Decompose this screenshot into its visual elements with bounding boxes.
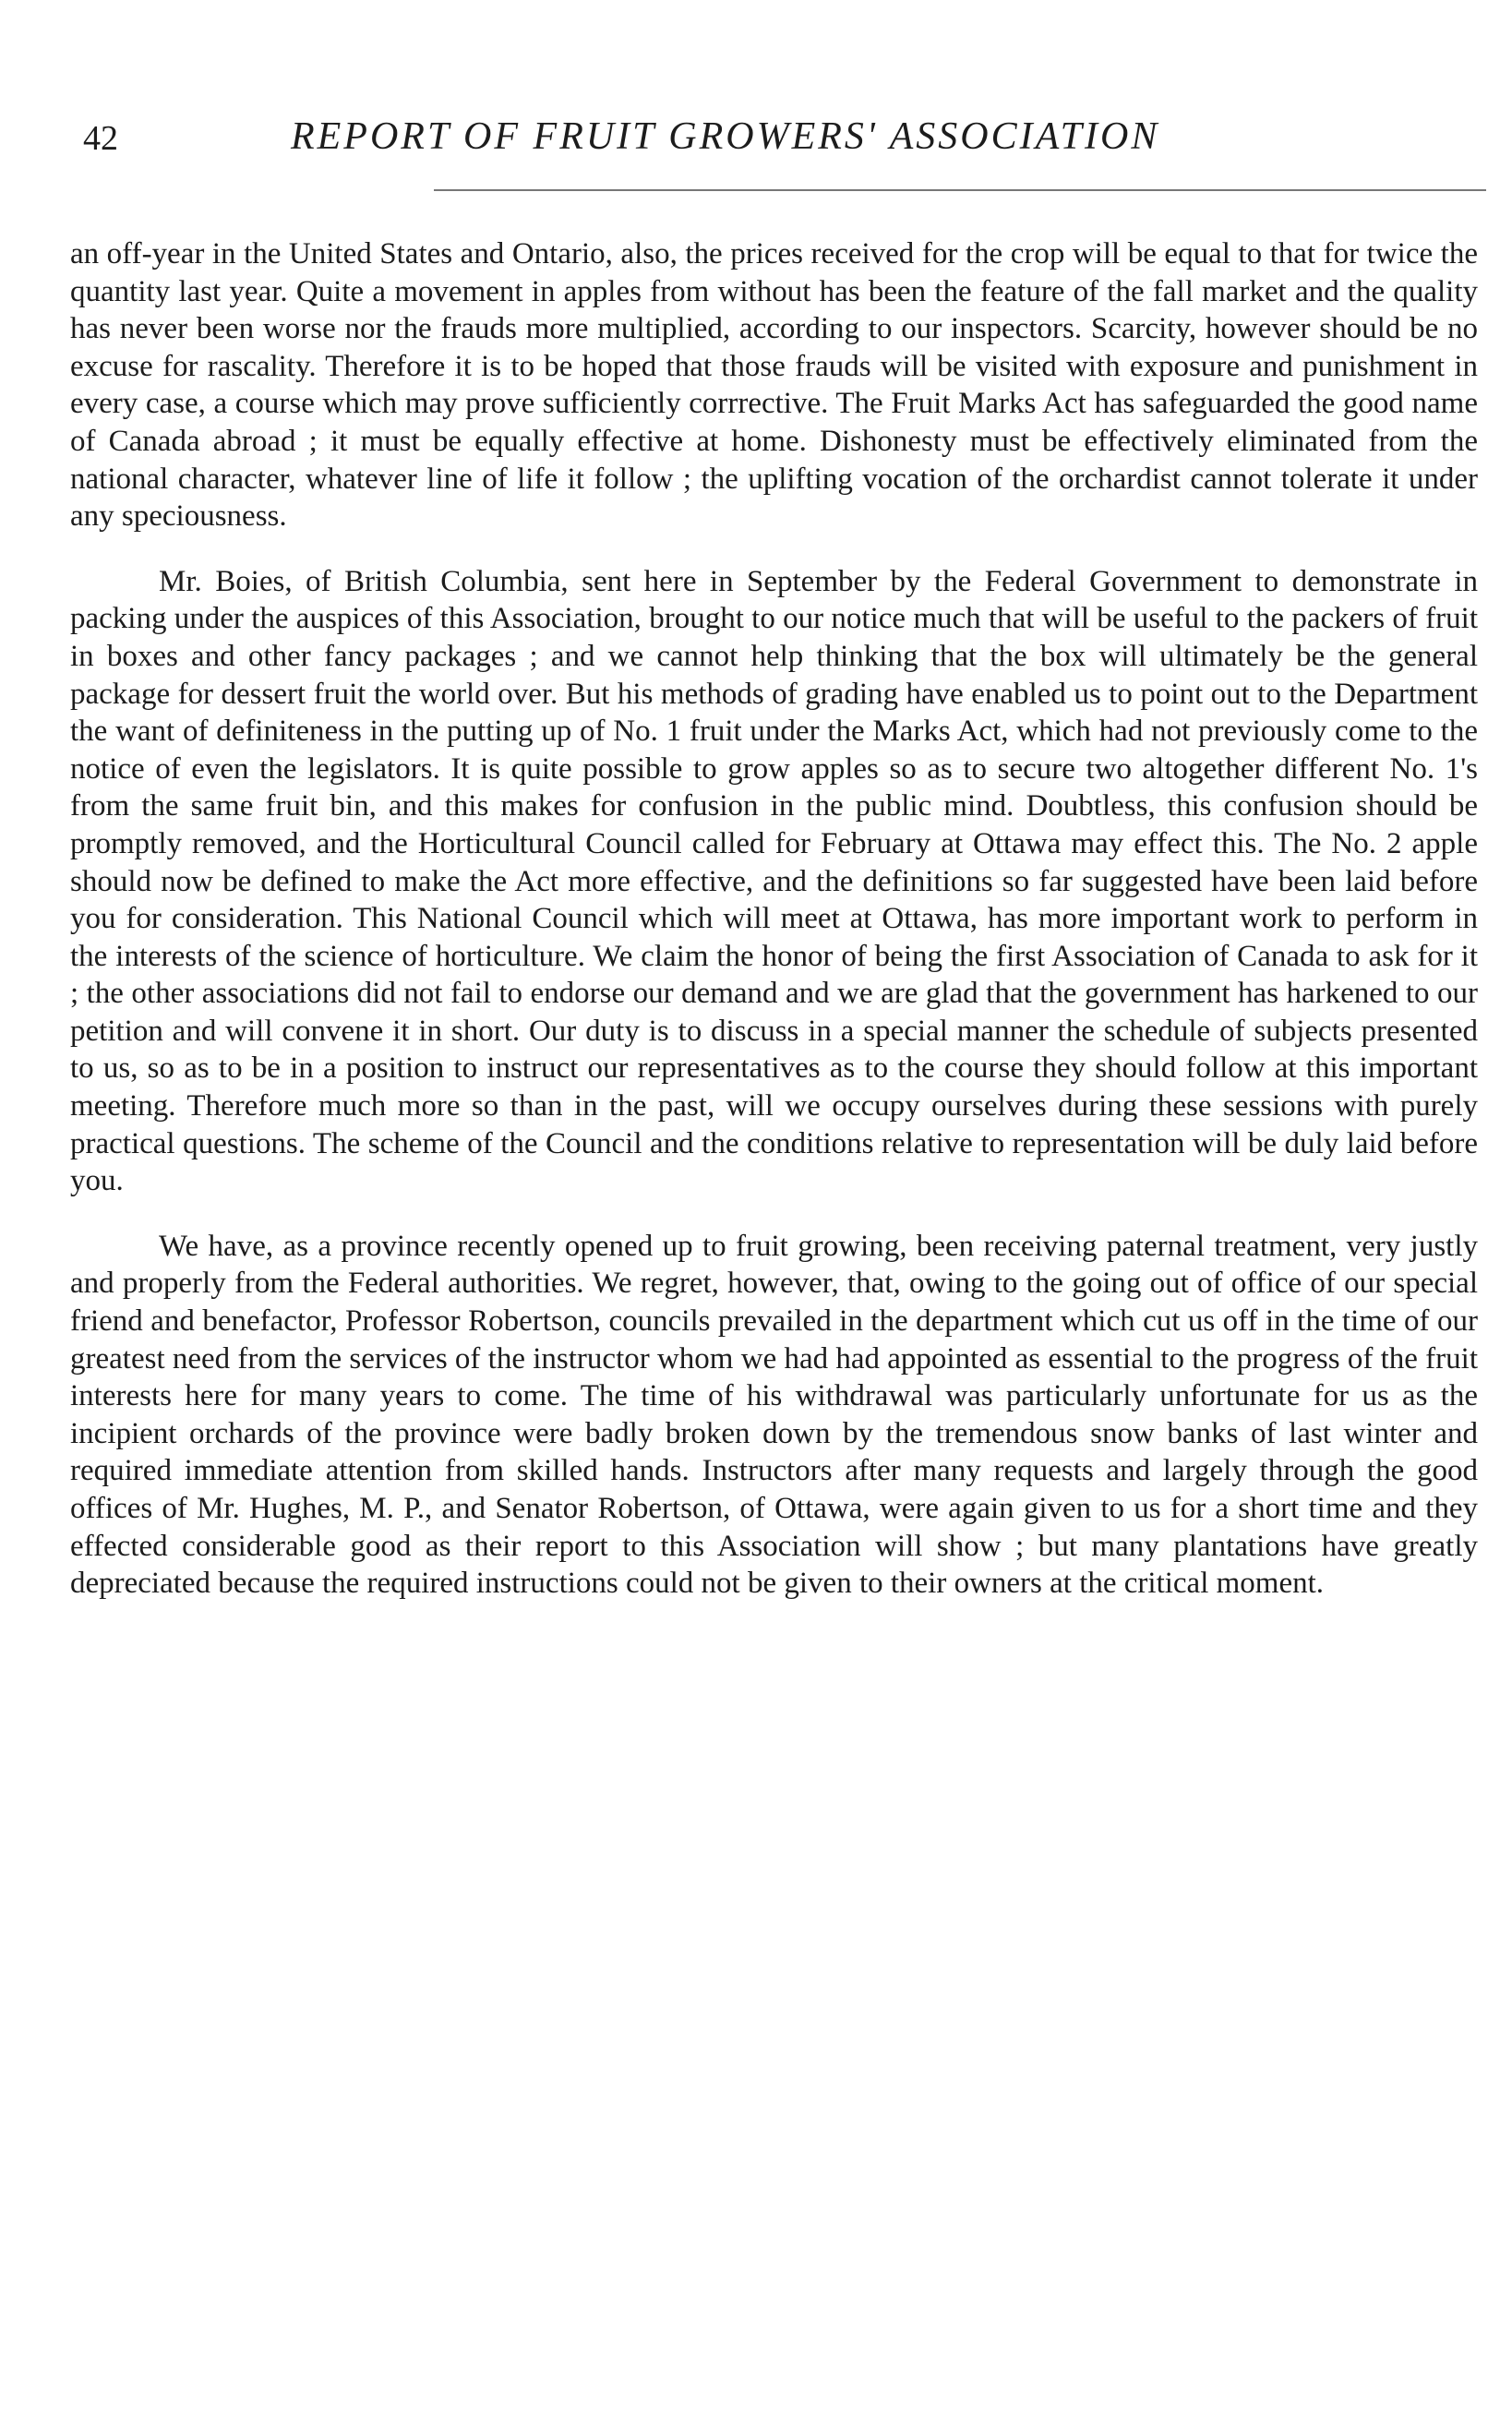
header-rule — [434, 189, 1486, 191]
paragraph-3: We have, as a province recently opened up to fruit growing, been receiving paternal treatment, very justly and properly from the Federal authorities. We regret, however, that, owing to the going out of office of our special friend and benefactor, Professor Robertson, councils prevailed in the department which cut us off in the time of our greatest need from the services of the instructor whom we had had appointed as essential to the progress of the fruit interests here for many years to come. The time of his withdrawal was particularly unfortunate for us as the incipient orchards of the province were badly broken down by the tremendous snow banks of last winter and required immediate attention from skilled hands. Instructors after many requests and largely through the good offices of Mr. Hughes, M. P., and Senator Robertson, of Ottawa, were again given to us for a short time and they effected considerable good as their report to this Association will show ; but many plantations have greatly depreciated because the required instructions could not be given to their owners at the critical moment. — [70, 1229, 1478, 1601]
body-text — [70, 235, 1478, 1603]
page-header — [83, 109, 1486, 164]
paragraph-2: Mr. Boies, of British Columbia, sent here in September by the Federal Government to demonstrate in packing under the auspices of this Association, brought to our notice much that will be useful to the packers of fruit in boxes and other fancy packages ; and we cannot help thinking that the box will ultimately be the general package for dessert fruit the world over. But his methods of grading have enabled us to point out to the Department the want of definiteness in the putting up of No. 1 fruit under the Marks Act, which had not previously come to the notice of even the legislators. It is quite possible to grow apples so as to secure two altogether different No. 1's from the same fruit bin, and this makes for confusion in the public mind. Doubtless, this confusion should be promptly removed, and the Horticultural Council called for February at Ottawa may effect this. The No. 2 apple should now be defined to make the Act more effective, and the definitions so far suggested have been laid before you for consideration. This National Council which will meet at Ottawa, has more important work to perform in the interests of the science of horticulture. We claim the honor of being the first Association of Canada to ask for it ; the other associations did not fail to endorse our demand and we are glad that the government has harkened to our petition and will convene it in short. Our duty is to discuss in a special manner the schedule of subjects presented to us, so as to be in a position to instruct our representatives as to the course they should follow at this important meeting. Therefore much more so than in the past, will we occupy ourselves during these sessions with purely practical questions. The scheme of the Council and the conditions relative to representation will be duly laid before you. — [70, 564, 1478, 1198]
paragraph-1: an off-year in the United States and Ontario, also, the prices received for the crop will be equal to that for twice the quantity last year. Quite a movement in apples from without has been the feature of the fall market and the quality has never been worse nor the frauds more multiplied, according to our inspectors. Scarcity, however should be no excuse for rascality. Therefore it is to be hoped that those frauds will be visited with exposure and punishment in every case, a course which may prove sufficiently corrrective. The Fruit Marks Act has safeguarded the good name of Canada abroad ; it must be equally effective at home. Dishonesty must be effectively eliminated from the national character, whatever line of life it follow ; the uplifting vocation of the orchardist cannot tolerate it under any speciousness. — [70, 237, 1478, 534]
running-head: REPORT OF FRUIT GROWERS' ASSOCIATION — [291, 115, 1160, 158]
page-number: 42 — [83, 119, 118, 158]
